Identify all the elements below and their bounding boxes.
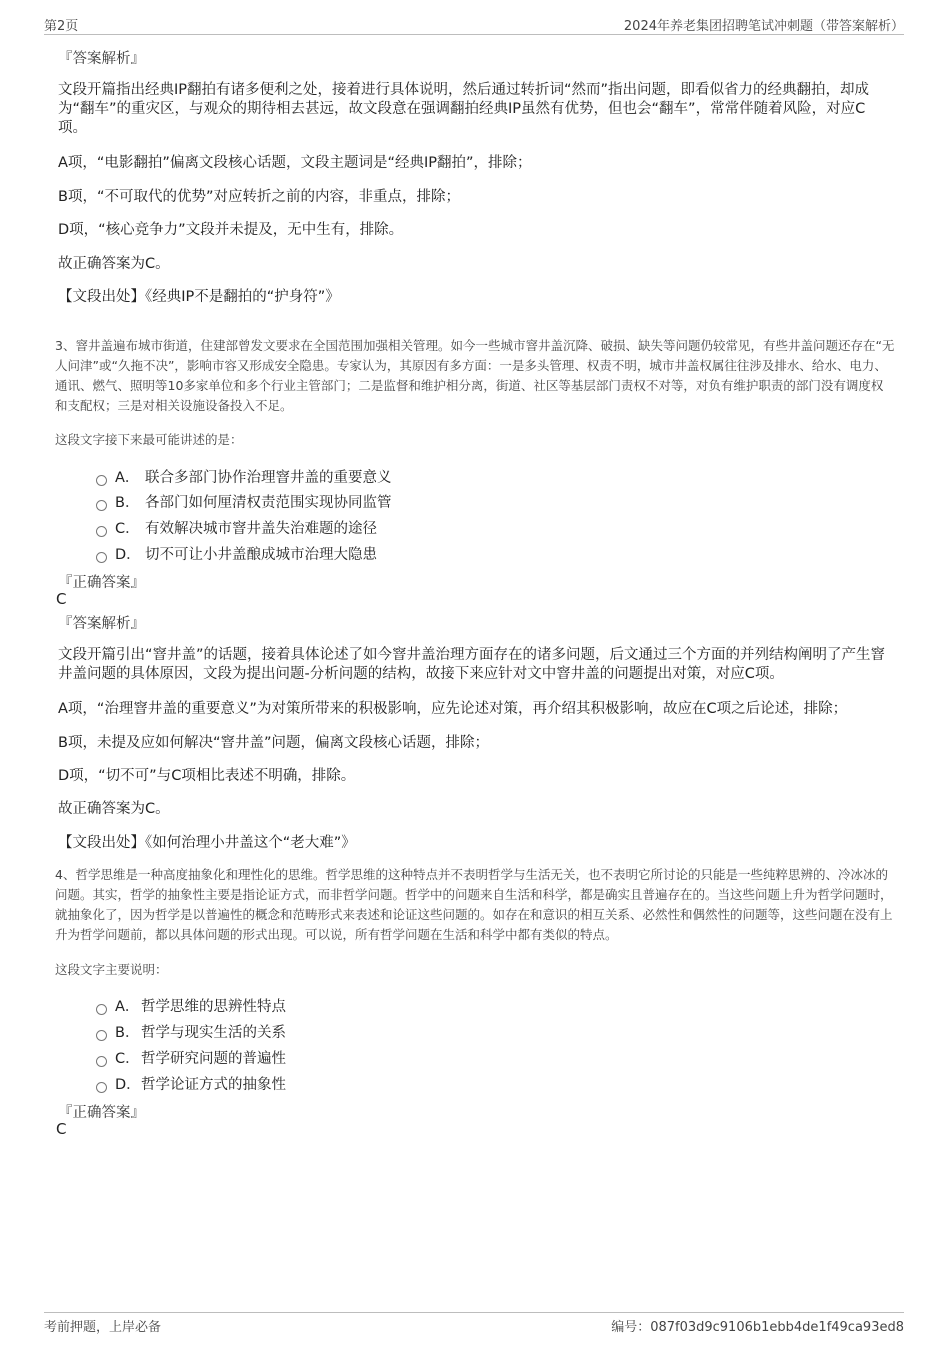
q4-answer-label: 『正确答案』 <box>58 1105 145 1121</box>
radio-button[interactable] <box>96 1082 107 1093</box>
option-text: 联合多部门协作治理窨井盖的重要意义 <box>145 470 392 486</box>
q4-answer: C <box>56 1120 67 1138</box>
q4-prompt: 这段文字主要说明： <box>55 962 168 977</box>
q3-option-d[interactable] <box>96 543 377 565</box>
q2-source: 【文段出处】《经典IP不是翻拍的“护身符”》 <box>58 289 340 305</box>
page-footer <box>44 1312 904 1335</box>
q2-conclusion: 故正确答案为C。 <box>58 256 170 272</box>
option-text: 有效解决城市窨井盖失治难题的途径 <box>145 521 377 537</box>
document-code: 编号：087f03d9c9106b1ebb4de1f49ca93ed8 <box>611 1320 904 1335</box>
radio-button[interactable] <box>96 1030 107 1041</box>
page-header <box>44 14 904 35</box>
option-text: 各部门如何厘清权责范围实现协同监管 <box>145 495 392 511</box>
radio-button[interactable] <box>96 552 107 563</box>
q3-analysis-label: 『答案解析』 <box>58 616 145 632</box>
q4-option-b[interactable] <box>96 1021 286 1043</box>
q3-answer-label: 『正确答案』 <box>58 575 145 591</box>
q4-option-c[interactable] <box>96 1047 286 1069</box>
option-letter: B． <box>115 495 140 511</box>
q3-option-b-note: B项，未提及应如何解决“窨井盖”问题，偏离文段核心话题，排除； <box>58 735 489 751</box>
q2-option-a-note: A项，“电影翻拍”偏离文段核心话题，文段主题词是“经典IP翻拍”，排除； <box>58 155 532 171</box>
q2-option-d-note: D项，“核心竞争力”文段并未提及，无中生有，排除。 <box>58 222 404 238</box>
q4-option-a[interactable] <box>96 995 286 1017</box>
q3-option-a[interactable] <box>96 466 392 488</box>
q3-source: 【文段出处】《如何治理小井盖这个“老大难”》 <box>58 835 356 851</box>
q3-conclusion: 故正确答案为C。 <box>58 801 170 817</box>
q3-prompt: 这段文字接下来最可能讲述的是： <box>55 432 243 447</box>
q3-option-b[interactable] <box>96 491 392 513</box>
radio-button[interactable] <box>96 1004 107 1015</box>
option-text: 切不可让小井盖酿成城市治理大隐患 <box>145 547 377 563</box>
q2-analysis-label: 『答案解析』 <box>58 51 145 67</box>
option-letter: A． <box>115 470 140 486</box>
q4-option-d[interactable] <box>96 1073 286 1095</box>
option-text: 哲学论证方式的抽象性 <box>141 1077 286 1093</box>
option-text: 哲学与现实生活的关系 <box>141 1025 286 1041</box>
option-letter: D． <box>115 1077 141 1093</box>
q3-option-c[interactable] <box>96 517 377 539</box>
q3-analysis-text: 文段开篇引出“窨井盖”的话题，接着具体论述了如今窨井盖治理方面存在的诸多问题，后文通过三个方面的并列结构阐明了产生窨井盖问题的具体原因，文段为提出问题-分析问题的结构，故接下来应针对文中窨井盖的问题提出对策，对应C项。 <box>58 647 886 682</box>
q2-option-b-note: B项，“不可取代的优势”对应转折之前的内容，非重点，排除； <box>58 189 460 205</box>
radio-button[interactable] <box>96 1056 107 1067</box>
document-title: 2024年养老集团招聘笔试冲刺题（带答案解析） <box>623 19 904 34</box>
option-letter: A． <box>115 999 140 1015</box>
option-letter: B． <box>115 1025 140 1041</box>
footer-slogan: 考前押题，上岸必备 <box>44 1320 162 1335</box>
q4-question-text: 4、哲学思维是一种高度抽象化和理性化的思维。哲学思维的这种特点并不表明哲学与生活无关，也不表明它所讨论的只能是一些纯粹思辨的、冷冰冰的问题。其实，哲学的抽象性主要是指论证方式，而非哲学问题。哲学中的问题来自生活和科学，都是确实且普遍存在的。当这些问题上升为哲学问题时，就抽象化了，因为哲学是以普遍性的概念和范畴形式来表述和论证这些问题的。如存在和意识的相互关系、必然性和偶然性的问题等，这些问题在没有上升为哲学问题前，都以具体问题的形式出现。可以说，所有哲学问题在生活和科学中都有类似的特点。 <box>55 867 893 942</box>
q3-option-a-note: A项，“治理窨井盖的重要意义”为对策所带来的积极影响，应先论述对策，再介绍其积极影响，故应在C项之后论述，排除； <box>58 701 848 717</box>
q3-answer: C <box>56 590 67 608</box>
option-text: 哲学思维的思辨性特点 <box>141 999 286 1015</box>
radio-button[interactable] <box>96 500 107 511</box>
radio-button[interactable] <box>96 475 107 486</box>
option-text: 哲学研究问题的普遍性 <box>141 1051 286 1067</box>
option-letter: C． <box>115 1051 140 1067</box>
radio-button[interactable] <box>96 526 107 537</box>
q3-option-d-note: D项，“切不可”与C项相比表述不明确，排除。 <box>58 768 356 784</box>
q2-analysis-text: 文段开篇指出经典IP翻拍有诸多便利之处，接着进行具体说明，然后通过转折词“然而”指出问题，即看似省力的经典翻拍，却成为“翻车”的重灾区，与观众的期待相去甚远，故文段意在强调翻拍经典IP虽然有优势，但也会“翻车”，常常伴随着风险，对应C项。 <box>58 82 870 136</box>
page-number: 第2页 <box>44 19 79 34</box>
option-letter: D． <box>115 547 141 563</box>
option-letter: C． <box>115 521 140 537</box>
q3-question-text: 3、窨井盖遍布城市街道，住建部曾发文要求在全国范围加强相关管理。如今一些城市窨井盖沉降、破损、缺失等问题仍较常见，有些井盖问题还存在“无人问津”或“久拖不决”，影响市容又形成安全隐患。专家认为，其原因有多方面：一是多头管理、权责不明，城市井盖权属往往涉及排水、给水、电力、通讯、燃气、照明等10多家单位和多个行业主管部门；二是监督和维护相分离，街道、社区等基层部门责权不对等，对负有维护职责的部门没有调度权和支配权；三是对相关设施设备投入不足。 <box>55 338 895 413</box>
